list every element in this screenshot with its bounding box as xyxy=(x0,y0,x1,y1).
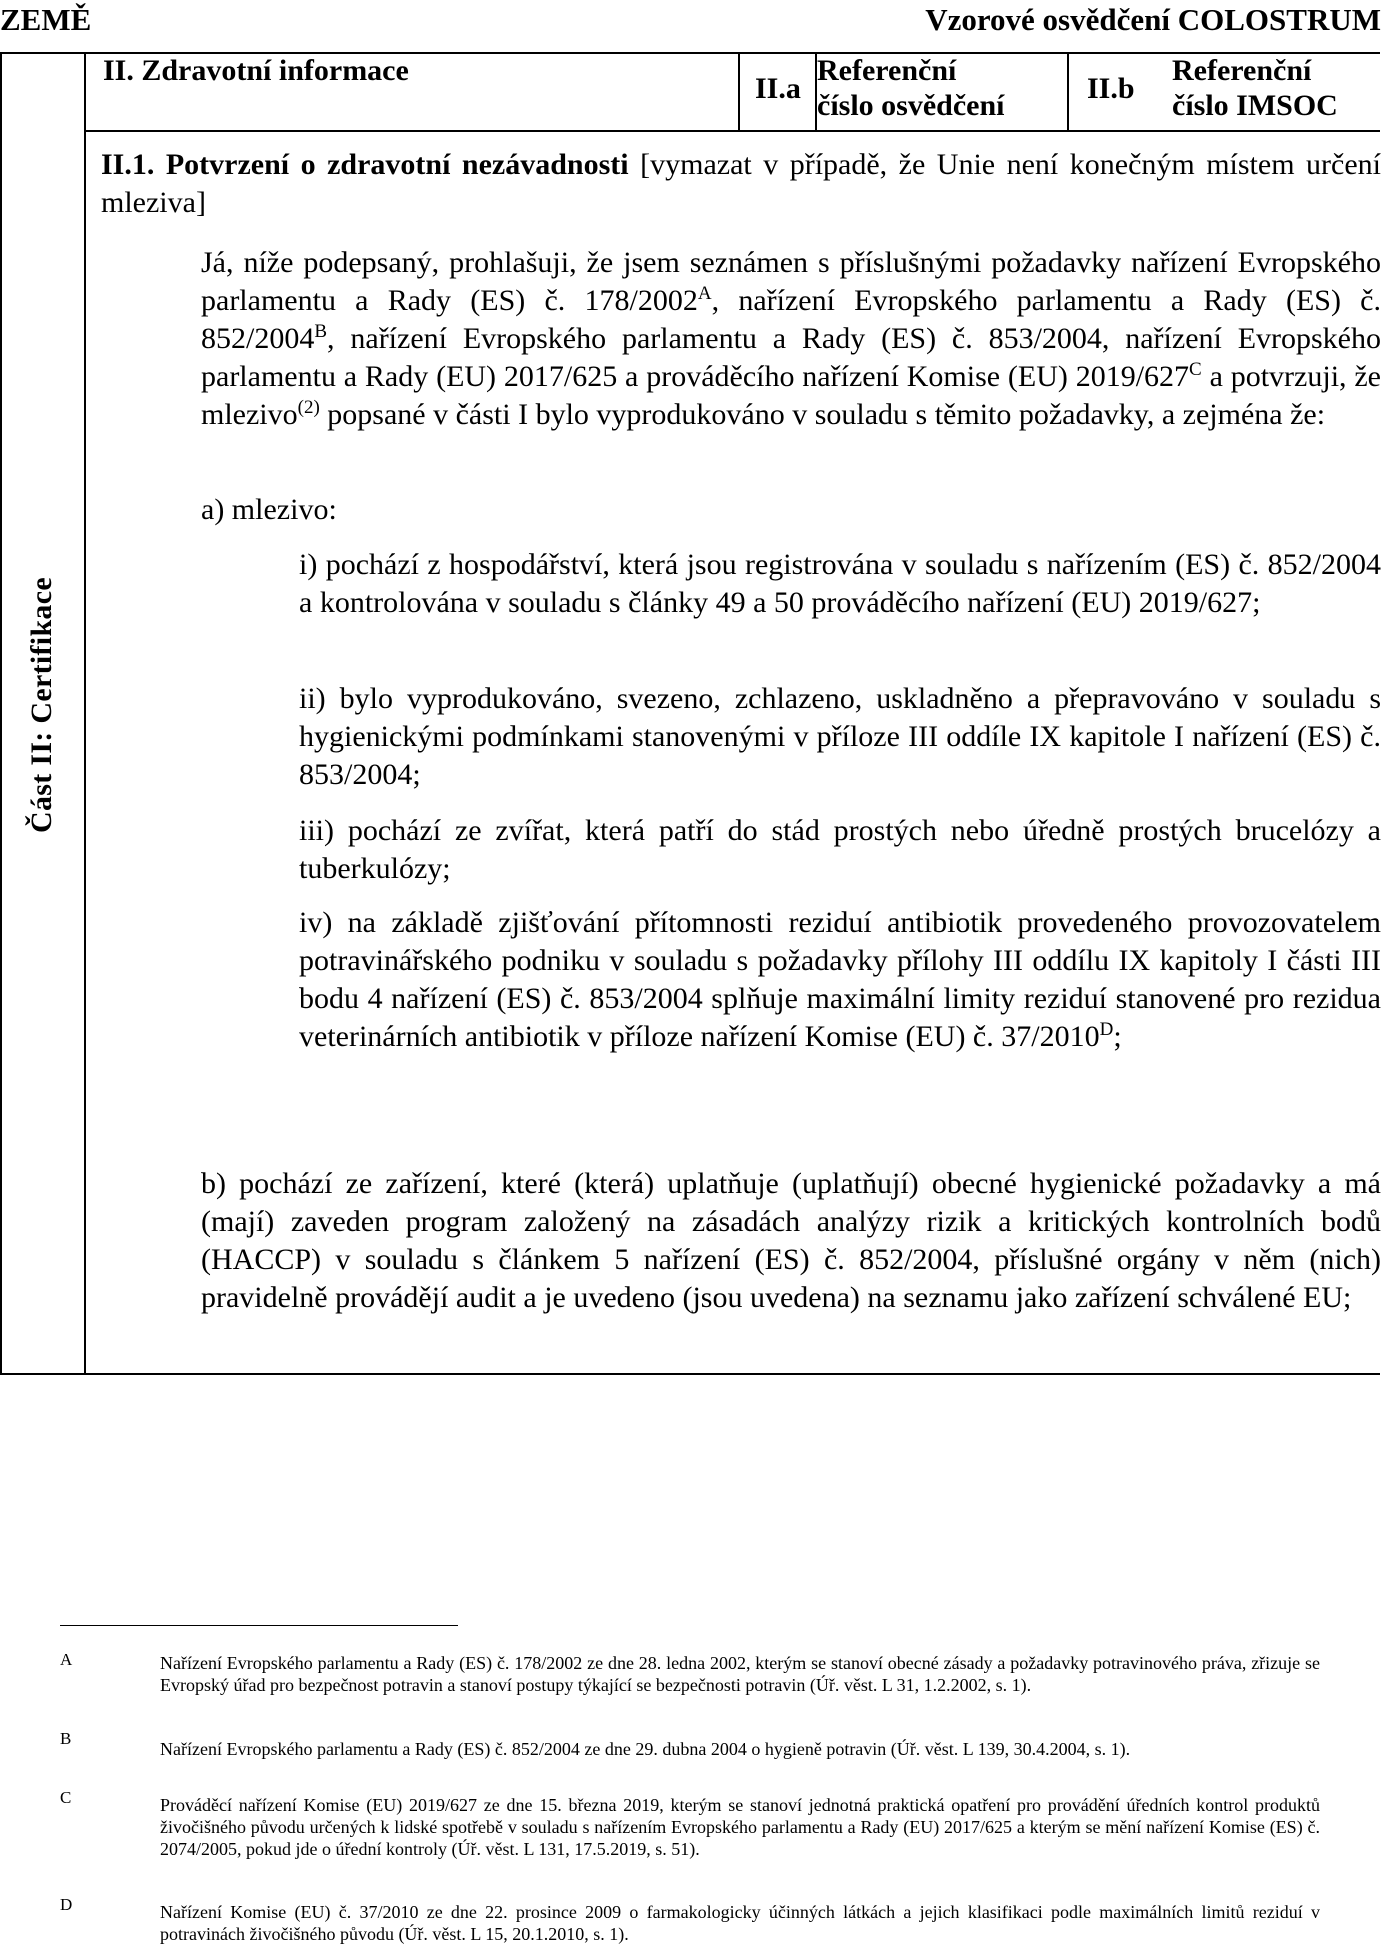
ref-a-code: II.a xyxy=(738,52,815,130)
footnote-mark-b: B xyxy=(60,1729,72,1748)
footnote-mark-a: A xyxy=(60,1650,73,1669)
certificate-title: Vzorové osvědčení COLOSTRUM xyxy=(925,2,1381,37)
footnote-b: Nařízení Evropského parlamentu a Rady (ES) č. 852/2004 ze dne 29. dubna 2004 o hygieně potravin (Úř. věst. L 139, 30.4.2004, s. 1). xyxy=(160,1739,1131,1759)
ref-b-label-text xyxy=(1172,54,1382,132)
intro-part-3: , nařízení Evropského parlamentu a Rady (ES) č. 853/2004, nařízení Evropského parlamentu a Rady (EU) 2017/625 a prováděcího nařízení Komise (EU) 2019/627 xyxy=(201,322,1381,393)
ref-a-label-line2: číslo osvědčení xyxy=(817,89,1005,122)
item-a-i: i) pochází z hospodářství, která jsou registrována v souladu s nařízením (ES) č. 852/2004 a kontrolována v souladu s články 49 a 50 prováděcího nařízení (EU) 2019/627; xyxy=(299,548,1381,619)
ref-a-label-line1: Referenční xyxy=(817,54,957,87)
side-label: Část II: Certifikace xyxy=(25,577,58,833)
footnote-mark-d: D xyxy=(60,1895,73,1914)
intro-part-1: Já, níže podepsaný, prohlašuji, že jsem seznámen s příslušnými požadavky nařízení Evropského parlamentu a Rady (ES) č. 178/2002 xyxy=(201,246,1381,317)
item-a-iv-text: iv) na základě zjišťování přítomnosti reziduí antibiotik provedeného provozovatelem potravinářského podniku v souladu s požadavky přílohy III oddílu IX kapitoly I části III bodu 4 nařízení (ES) č. 853/2004 splňuje maximální limity reziduí stanovené pro rezidua veterinárních antibiotik v příloze nařízení Komise (EU) č. 37/2010 xyxy=(299,906,1381,1053)
item-a-iv-end: ; xyxy=(1113,1020,1122,1053)
ref-b-code: II.b xyxy=(1067,52,1254,130)
item-b: b) pochází ze zařízení, které (která) uplatňuje (uplatňují) obecné hygienické požadavky a má (mají) zaveden program založený na zásadách analýzy rizik a kritických kontrolních bodů (HACCP) v souladu s článkem 5 nařízení (ES) č. 852/2004, příslušné orgány v něm (nich) pravidelně provádějí audit a je uvedeno (jsou uvedena) na seznamu jako zařízení schválené EU; xyxy=(201,1167,1381,1314)
intro-part-2: , nařízení Evropského parlamentu a Rady (ES) č. 852/2004 xyxy=(201,284,1381,355)
item-a-ii: ii) bylo vyprodukováno, svezeno, zchlazeno, uskladněno a přepravováno v souladu s hygienickými podmínkami stanovenými v příloze III oddíle IX kapitole I nařízení (ES) č. 853/2004; xyxy=(299,682,1381,791)
footnote-ref-a: A xyxy=(697,283,712,304)
heading-bold: II.1. Potvrzení o zdravotní nezávadnosti xyxy=(101,148,629,181)
item-a-iv xyxy=(299,904,1381,1056)
footnote-ref-2: (2) xyxy=(297,397,320,418)
intro-part-5: popsané v části I bylo vyprodukováno v souladu s těmito požadavky, a zejména že: xyxy=(319,398,1326,431)
heading-note: [vymazat v případě, že Unie není konečným místem určení mleziva] xyxy=(101,148,1381,219)
section-header-row xyxy=(86,52,1380,132)
item-a: a) mlezivo: xyxy=(201,493,337,526)
country-label: ZEMĚ xyxy=(0,2,92,37)
intro-paragraph xyxy=(201,244,1381,434)
ref-b-label-line2: číslo IMSOC xyxy=(1172,89,1338,122)
intro-part-4: a potvrzuji, že mlezivo xyxy=(201,360,1381,431)
footnote-ref-c: C xyxy=(1189,359,1202,380)
item-a-iii: iii) pochází ze zvířat, která patří do stád prostých nebo úředně prostých brucelózy a tuberkulózy; xyxy=(299,814,1381,885)
footnote-mark-c: C xyxy=(60,1788,72,1807)
footnote-ref-b: B xyxy=(314,321,328,342)
footnote-ref-d: D xyxy=(1099,1019,1114,1040)
footnote-a: Nařízení Evropského parlamentu a Rady (ES) č. 178/2002 ze dne 28. ledna 2002, kterým se stanoví obecné zásady a požadavky potravinového práva, zřizuje se Evropský úřad pro bezpečnost potravin a stanoví postupy týkající se bezpečnosti potravin (Úř. věst. L 31, 1.2.2002, s. 1). xyxy=(160,1653,1320,1695)
ref-b-label-line1: Referenční xyxy=(1172,54,1312,87)
footnote-divider xyxy=(60,1625,458,1626)
health-heading xyxy=(101,146,1381,222)
footnote-d: Nařízení Komise (EU) č. 37/2010 ze dne 22. prosince 2009 o farmakologicky účinných látkách a jejich klasifikaci podle maximálních limitů reziduí v potravinách živočišného původu (Úř. věst. L 15, 20.1.2010, s. 1). xyxy=(160,1902,1320,1944)
section-title: II. Zdravotní informace xyxy=(103,54,409,87)
footnote-c: Prováděcí nařízení Komise (EU) 2019/627 ze dne 15. března 2019, kterým se stanoví jednotná praktická opatření pro provádění úředních kontrol produktů živočišného původu určených k lidské spotřebě v souladu s nařízením Evropského parlamentu a Rady (EU) 2017/625 a kterým se mění nařízení Komise (ES) č. 2074/2005, pokud jde o úřední kontroly (Úř. věst. L 131, 17.5.2019, s. 51). xyxy=(160,1795,1320,1859)
side-column xyxy=(0,52,86,1375)
